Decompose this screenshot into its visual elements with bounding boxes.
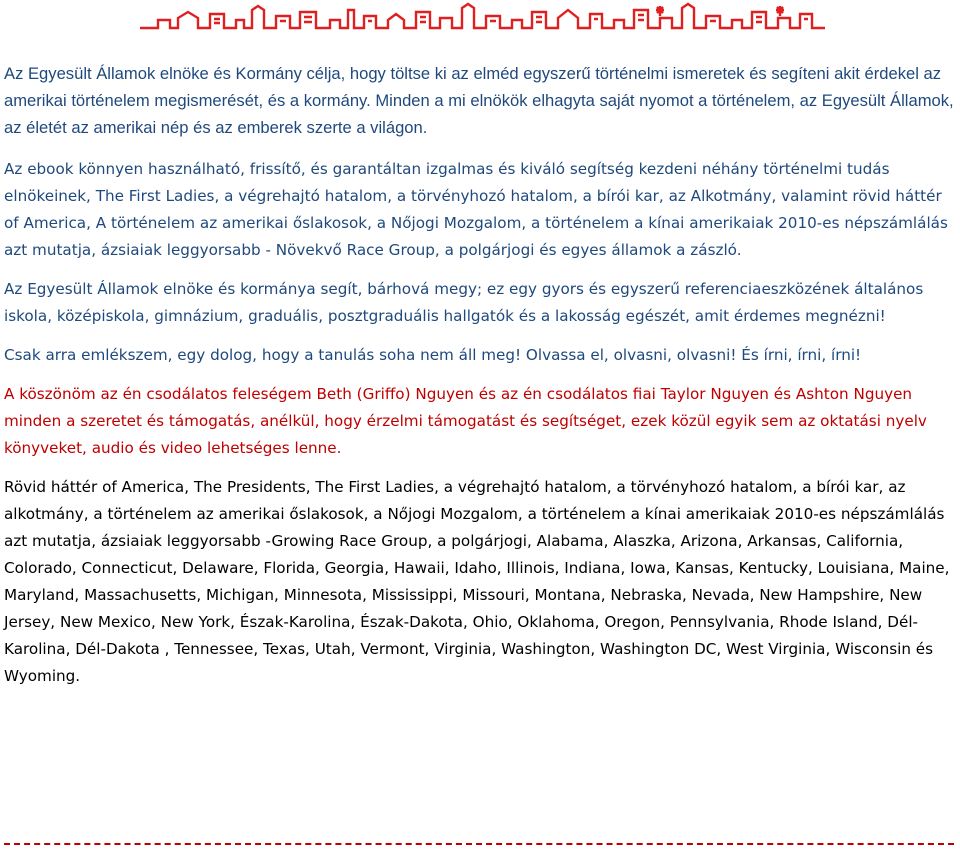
intro-paragraph: Az Egyesült Államok elnöke és Kormány célja, hogy töltse ki az elméd egyszerű történelmi ismeretek és segíteni akit érdekel az amerikai történelem megismerését, és a kormány. Minden a mi elnökök elhagyta saját nyomot a történelem, az Egyesült Államok, az életét az amerikai nép és az emberek szerte a világon.: [4, 64, 954, 137]
ebook-paragraph: Az ebook könnyen használható, frissítő, és garantáltan izgalmas és kiváló segítség kezdeni néhány történelmi tudás elnökeinek, The First Ladies, a végrehajtó hatalom, a törvényhozó hatalom, a bírói kar, az Alkotmány, valamint rövid háttér of America, A történelem az amerikai őslakosok, a Nőjogi Mozgalom, a történelem a kínai amerikaiak 2010-es népszámlálás azt mutatja, ázsiaiak leggyorsabb - Növekvő Race Group, a polgárjogi és egyes államok a zászló.: [4, 160, 948, 259]
remember-paragraph: Csak arra emlékszem, egy dolog, hogy a tanulás soha nem áll meg! Olvassa el, olvasni, olvasni! És írni, írni, írni!: [4, 346, 862, 364]
skyline-banner-icon: [140, 2, 825, 38]
reference-paragraph: Az Egyesült Államok elnöke és kormánya segít, bárhová megy; ez egy gyors és egyszerű referenciaeszközének általános iskola, középiskola, gimnázium, graduális, posztgraduális hallgatók és a lakosság egészét, amit érdemes megnézni!: [4, 280, 924, 325]
document-body: [4, 60, 956, 690]
dashed-divider: [4, 843, 954, 845]
contents-paragraph: Rövid háttér of America, The Presidents, The First Ladies, a végrehajtó hatalom, a törvényhozó hatalom, a bírói kar, az alkotmány, a történelem az amerikai őslakosok, a Nőjogi Mozgalom, a történelem a kínai amerikaiak 2010-es népszámlálás azt mutatja, ázsiaiak leggyorsabb -Growing Race Group, a polgárjogi, Alabama, Alaszka, Arizona, Arkansas, California, Colorado, Connecticut, Delaware, Florida, Georgia, Hawaii, Idaho, Illinois, Indiana, Iowa, Kansas, Kentucky, Louisiana, Maine, Maryland, Massachusetts, Michigan, Minnesota, Mississippi, Missouri, Montana, Nebraska, Nevada, New Hampshire, New Jersey, New Mexico, New York, Észak-Karolina, Észak-Dakota, Ohio, Oklahoma, Oregon, Pennsylvania, Rhode Island, Dél-Karolina, Dél-Dakota , Tennessee, Texas, Utah, Vermont, Virginia, Washington, Washington DC, West Virginia, Wisconsin és Wyoming.: [4, 478, 950, 685]
thanks-paragraph: A köszönöm az én csodálatos feleségem Beth (Griffo) Nguyen és az én csodálatos fiai Taylor Nguyen és Ashton Nguyen minden a szeretet és támogatás, anélkül, hogy érzelmi támogatást és segítséget, ezek közül egyik sem az oktatási nyelv könyveket, audio és video lehetséges lenne.: [4, 385, 927, 457]
